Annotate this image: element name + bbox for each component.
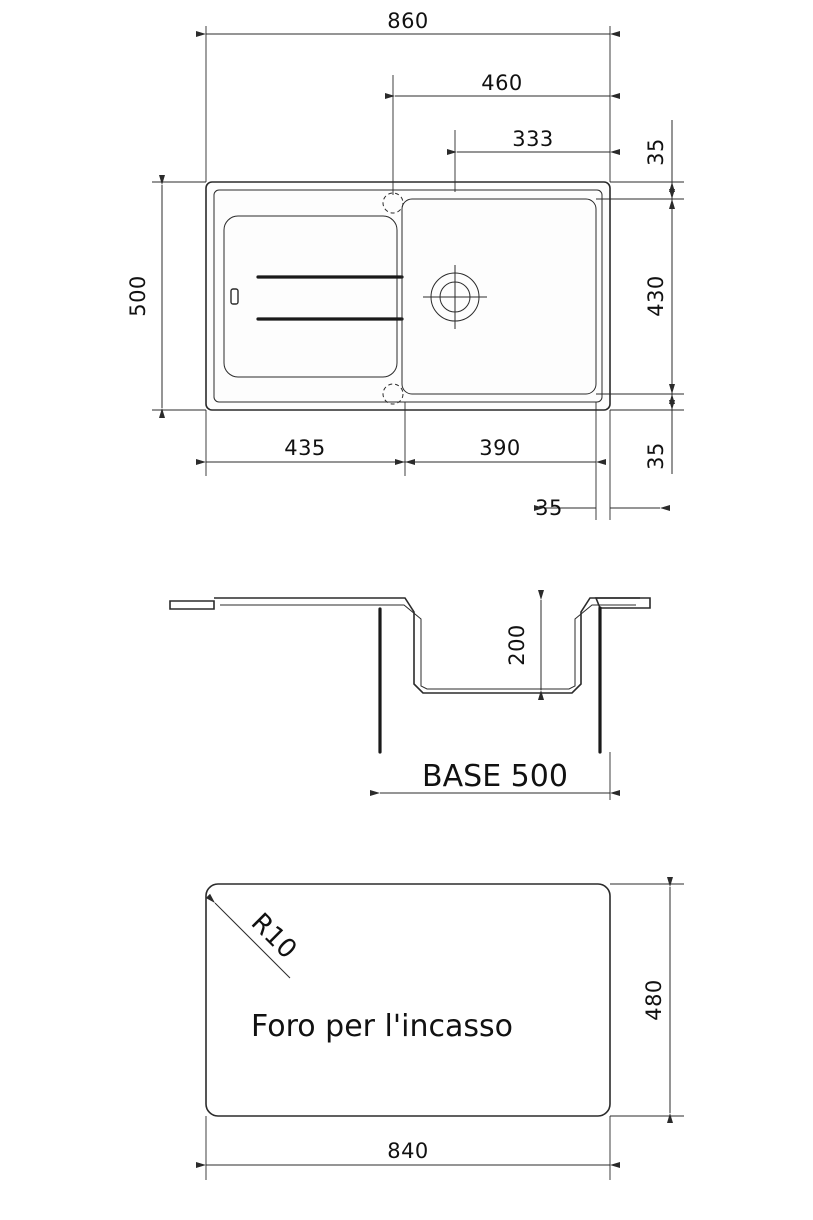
dim-label-cutout-width: 840 — [387, 1139, 429, 1163]
overflow-slot — [231, 289, 238, 304]
dim-label-drainer-width: 435 — [284, 436, 326, 460]
dim-label-bowl-height: 430 — [644, 275, 668, 317]
dim-label-right-margin: 35 — [535, 496, 563, 520]
dim-label-bowl-depth: 200 — [505, 624, 529, 666]
cutout-label: Foro per l'incasso — [251, 1009, 513, 1044]
section-view-group — [170, 598, 650, 800]
section-bowl-profile — [214, 598, 640, 693]
dim-label-bowl-width: 390 — [479, 436, 521, 460]
section-bowl-profile-inner — [220, 605, 636, 689]
dim-label-base: BASE 500 — [422, 759, 568, 794]
dim-label-bowl-center: 460 — [481, 71, 523, 95]
dim-label-top-margin: 35 — [644, 138, 668, 166]
cutout-view-group — [206, 884, 684, 1180]
dim-label-bottom-margin: 35 — [644, 442, 668, 470]
section-right-flange — [596, 598, 650, 608]
dim-label-overall-height: 500 — [126, 275, 150, 317]
dim-label-corner-radius: R10 — [244, 907, 303, 966]
dim-label-overall-width: 860 — [387, 9, 429, 33]
top-view-group — [126, 9, 684, 520]
dim-label-cutout-height: 480 — [642, 979, 666, 1021]
dim-label-drain-offset: 333 — [512, 127, 554, 151]
section-left-flange — [170, 601, 214, 609]
